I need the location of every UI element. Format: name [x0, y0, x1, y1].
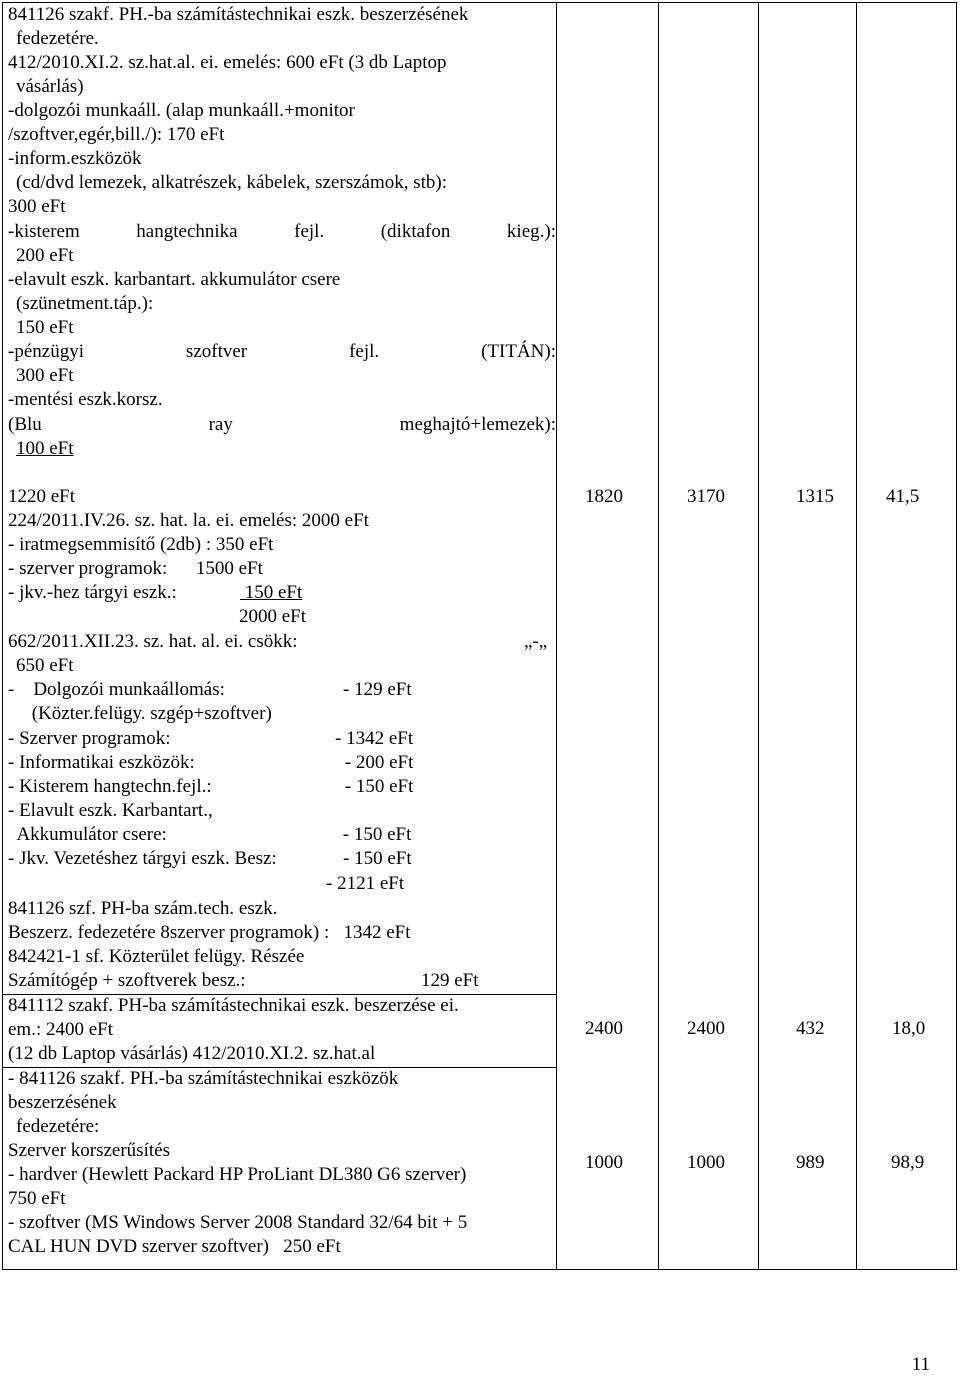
text-line: fedezetére. [16, 28, 99, 49]
row2-col4: 18,0 [892, 1018, 926, 1039]
sum-value: - 2121 eFt [326, 873, 405, 894]
text-line: 841126 szf. PH-ba szám.tech. eszk. [8, 898, 278, 919]
table-col-divider-4 [856, 2, 857, 1270]
item-label: (Közter.felügy. szgép+szoftver) [8, 703, 272, 724]
total-value: 2000 eFt [239, 606, 307, 627]
row3-col3: 989 [796, 1152, 825, 1173]
text-line: - hardver (Hewlett Packard HP ProLiant DL380 G6 szerver) [8, 1164, 467, 1185]
csokk-value: 650 eFt [16, 655, 74, 676]
row2-col1: 2400 [585, 1018, 623, 1039]
text-line: beszerzésének [8, 1092, 117, 1113]
row2-col3: 432 [796, 1018, 825, 1039]
text-line: (12 db Laptop vásárlás) 412/2010.XI.2. sz.hat.al [8, 1043, 376, 1064]
word: (diktafon [380, 221, 451, 242]
item-label: - Kisterem hangtechn.fejl.: [8, 776, 212, 797]
text-line: vásárlás) [16, 76, 84, 97]
text-line: -dolgozói munkaáll. (alap munkaáll.+monitor [8, 100, 355, 121]
csokk-label: 662/2011.XII.23. sz. hat. al. ei. csökk: [8, 631, 298, 652]
table-col-divider-3 [758, 2, 759, 1270]
text-line: - szoftver (MS Windows Server 2008 Standard 32/64 bit + 5 [8, 1212, 468, 1233]
text-line: 412/2010.XI.2. sz.hat.al. ei. emelés: 600 eFt (3 db Laptop [8, 52, 447, 73]
table-border-right [956, 2, 957, 1270]
text-line: - iratmegsemmisítő (2db) : 350 eFt [8, 534, 274, 555]
item-value: - 200 eFt [340, 752, 414, 773]
text-line: /szoftver,egér,bill./): 170 eFt [8, 124, 225, 145]
item-value: - 129 eFt [343, 679, 412, 700]
word: hangtechnika [136, 221, 238, 242]
word: (TITÁN): [481, 341, 556, 362]
szunet-value: 150 eFt [16, 317, 74, 338]
last-label: Számítógép + szoftverek besz.: [8, 970, 246, 991]
kisterem-value: 200 eFt [16, 245, 74, 266]
item-value: - 150 eFt [343, 848, 412, 869]
text-line: em.: 2400 eFt [8, 1019, 114, 1040]
penzugyi-value: 300 eFt [16, 365, 74, 386]
row2-col2: 2400 [687, 1018, 725, 1039]
table-col-divider-2 [658, 2, 659, 1270]
row1-col1: 1820 [585, 486, 623, 507]
table-border-left [2, 2, 3, 1270]
row1-col2: 3170 [687, 486, 725, 507]
word: -kisterem [8, 221, 80, 242]
word: fejl. [349, 341, 380, 362]
row1-col4: 41,5 [886, 486, 920, 507]
text-line: -inform.eszközök [8, 148, 142, 169]
item-label: Akkumulátor csere: [8, 824, 167, 845]
row3-col1: 1000 [585, 1152, 623, 1173]
text-line: (szünetment.táp.): [16, 293, 154, 314]
penzugyi-line [8, 340, 556, 364]
text-line: - 841126 szakf. PH.-ba számítástechnikai eszközök [8, 1068, 399, 1089]
text-line: fedezetére: [16, 1116, 100, 1137]
table-col-divider-1 [556, 2, 557, 1270]
text-line: Szerver korszerűsítés [8, 1140, 170, 1161]
text-line: (cd/dvd lemezek, alkatrészek, kábelek, szerszámok, stb): [16, 172, 448, 193]
word: -pénzügyi [8, 341, 84, 362]
item-value: - 150 eFt [338, 824, 412, 845]
page-number: 11 [911, 1354, 930, 1375]
item-label: - Informatikai eszközök: [8, 752, 195, 773]
word: kieg.): [506, 221, 556, 242]
text-line: - jkv.-hez tárgyi eszk.: [8, 582, 177, 603]
row1-col3: 1315 [796, 486, 834, 507]
text-line: 300 eFt [8, 196, 66, 217]
word: (Blu [8, 414, 42, 435]
blu-value: 100 eFt [16, 438, 74, 459]
text-line: Beszerz. fedezetére 8szerver programok) : 1342 eFt [8, 922, 411, 943]
underlined-value: 150 eFt [240, 582, 303, 603]
last-value: 129 eFt [421, 970, 479, 991]
text-line: -elavult eszk. karbantart. akkumulátor csere [8, 269, 341, 290]
blu-line [8, 413, 556, 437]
text-line: 224/2011.IV.26. sz. hat. la. ei. emelés: 2000 eFt [8, 510, 369, 531]
item-label: - Elavult eszk. Karbantart., [8, 800, 213, 821]
word: szoftver [185, 341, 248, 362]
text-line: CAL HUN DVD szerver szoftver) 250 eFt [8, 1236, 341, 1257]
text-line: 841112 szakf. PH-ba számítástechnikai eszk. beszerzése ei. [8, 995, 459, 1016]
text-line: 750 eFt [8, 1188, 66, 1209]
item-value: - 150 eFt [340, 776, 414, 797]
item-label: - Jkv. Vezetéshez tárgyi eszk. Besz: [8, 848, 277, 869]
ditto-mark: „-„ [524, 631, 548, 652]
row3-col4: 98,9 [891, 1152, 925, 1173]
text-line: - szerver programok: 1500 eFt [8, 558, 263, 579]
text-line: 1220 eFt [8, 486, 76, 507]
item-label: - Szerver programok: [8, 728, 171, 749]
word: meghajtó+lemezek): [399, 414, 556, 435]
text-line: 842421-1 sf. Közterület felügy. Részée [8, 946, 305, 967]
item-value: - 1342 eFt [335, 728, 414, 749]
word: fejl. [294, 221, 325, 242]
word: ray [208, 414, 233, 435]
row3-col2: 1000 [687, 1152, 725, 1173]
kisterem-line [8, 220, 556, 244]
text-line: 841126 szakf. PH.-ba számítástechnikai eszk. beszerzésének [8, 4, 469, 25]
text-line: -mentési eszk.korsz. [8, 389, 163, 410]
item-label: - Dolgozói munkaállomás: [8, 679, 225, 700]
table-border-bottom [2, 1269, 957, 1270]
